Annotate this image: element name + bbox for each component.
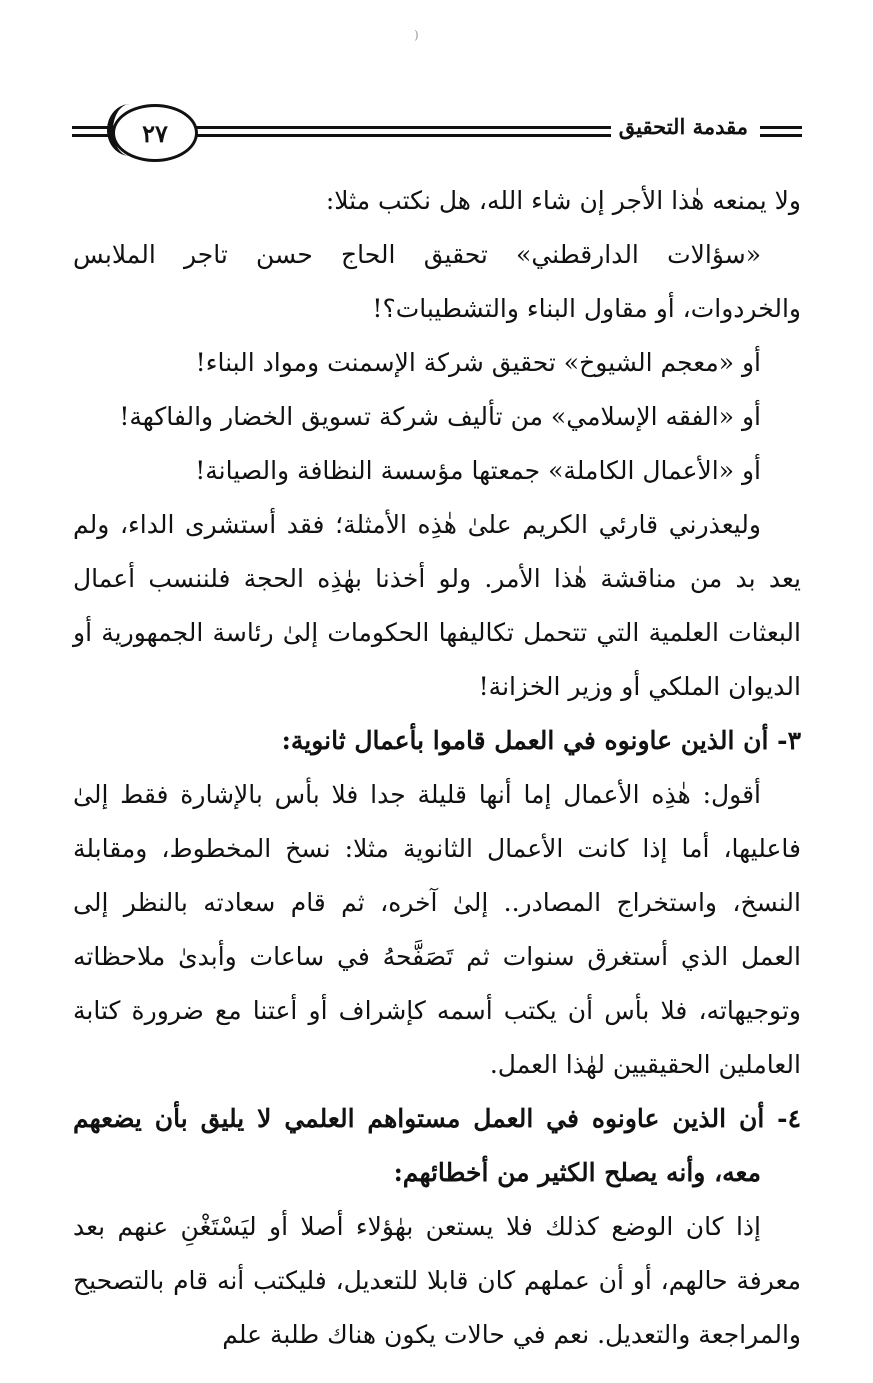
running-title: مقدمة التحقيق bbox=[611, 114, 756, 139]
paragraph: وليعذرني قارئي الكريم علىٰ هٰذِه الأمثلة؛ فقد أستشرى الداء، ولم يعد بد من مناقشة هٰذا الأمر. ولو أخذنا بهٰذِه الحجة فلننسب أعمال البعثات العلمية التي تتحمل تكاليفها الحكومات إلىٰ رئاسة الجمهورية أو الديوان الملكي أو وزير الخزانة! bbox=[73, 510, 801, 701]
paragraph: أو «الأعمال الكاملة» جمعتها مؤسسة النظافة والصيانة! bbox=[195, 456, 761, 485]
header-rule bbox=[190, 126, 652, 129]
page-body bbox=[73, 174, 801, 1362]
section-heading: ٣- أن الذين عاونوه في العمل قاموا بأعمال ثانوية: bbox=[281, 726, 801, 755]
page-number: ٢٧ bbox=[142, 118, 168, 148]
paragraph: أو «معجم الشيوخ» تحقيق شركة الإسمنت ومواد البناء! bbox=[195, 348, 761, 377]
header-rule bbox=[760, 126, 802, 129]
page-header bbox=[72, 98, 802, 162]
scan-mark: ( bbox=[414, 28, 419, 42]
header-rule bbox=[760, 134, 802, 137]
header-rule bbox=[190, 134, 652, 137]
paragraph: «سؤالات الدارقطني» تحقيق الحاج حسن تاجر الملابس والخردوات، أو مقاول البناء والتشطيبات؟! bbox=[73, 240, 801, 323]
paragraph: أقول: هٰذِه الأعمال إما أنها قليلة جدا فلا بأس بالإشارة فقط إلىٰ فاعليها، أما إذا كانت الأعمال الثانوية مثلا: نسخ المخطوط، ومقابلة النسخ، واستخراج المصادر.. إلىٰ آخره، ثم قام سعادته بالنظر إلى العمل الذي أستغرق سنوات ثم تَصَفَّحهُ في ساعات وأبدىٰ ملاحظاته وتوجيهاته، فلا بأس أن يكتب أسمه كإشراف أو أعتنا مع ضرورة كتابة العاملين الحقيقيين لهٰذا العمل. bbox=[73, 780, 801, 1079]
paragraph: ولا يمنعه هٰذا الأجر إن شاء الله، هل نكتب مثلا: bbox=[325, 186, 801, 215]
paragraph: أو «الفقه الإسلامي» من تأليف شركة تسويق الخضار والفاكهة! bbox=[119, 402, 761, 431]
page-number-badge bbox=[112, 104, 198, 162]
paragraph: إذا كان الوضع كذلك فلا يستعن بهٰؤلاء أصلا أو ليَسْتَغْنِ عنهم بعد معرفة حالهم، أو أن عملهم كان قابلا للتعديل، فليكتب أنه قام بالتصحيح والمراجعة والتعديل. نعم في حالات يكون هناك طلبة علم bbox=[73, 1212, 801, 1349]
section-heading: ٤- أن الذين عاونوه في العمل مستواهم العلمي لا يليق بأن يضعهم معه، وأنه يصلح الكثير من أخطائهم: bbox=[73, 1104, 801, 1187]
